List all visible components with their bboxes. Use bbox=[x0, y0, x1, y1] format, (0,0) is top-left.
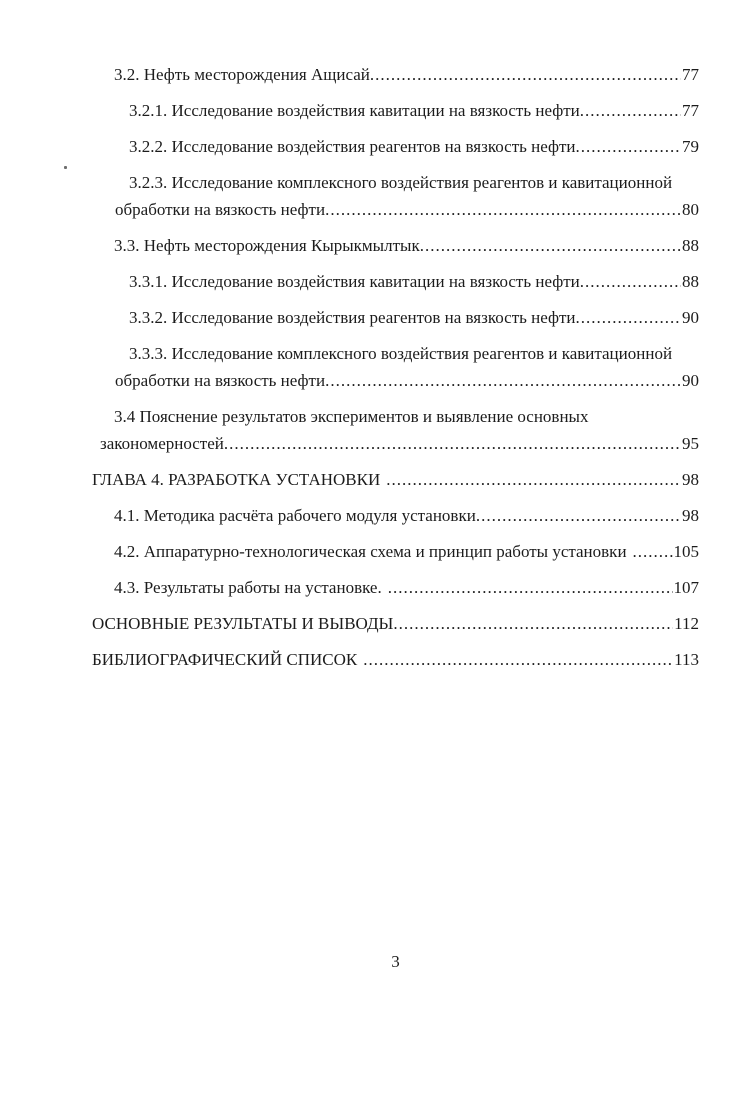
page-number: 3 bbox=[391, 952, 400, 971]
toc-page-number: 79 bbox=[682, 137, 699, 156]
dot-leader bbox=[580, 97, 681, 124]
dot-leader bbox=[627, 538, 673, 565]
toc-entry-text: ОСНОВНЫЕ РЕЗУЛЬТАТЫ И ВЫВОДЫ bbox=[92, 614, 394, 633]
toc-entry-text: ГЛАВА 4. РАЗРАБОТКА УСТАНОВКИ bbox=[92, 470, 381, 489]
toc-entry-bibliograficheskiy-spisok bbox=[92, 646, 733, 673]
toc-entry-3-2-3 bbox=[115, 169, 733, 223]
toc-entry-3-3-3 bbox=[115, 340, 733, 394]
toc-entry-3-2-1 bbox=[129, 97, 733, 124]
toc-entry-text-continuation: обработки на вязкость нефти bbox=[115, 200, 326, 219]
toc-page-number: 90 bbox=[682, 308, 699, 327]
toc-entry-text: 3.2.1. Исследование воздействия кавитации на вязкость нефти bbox=[129, 101, 580, 120]
dot-leader bbox=[380, 466, 681, 493]
toc-entry-3-2-2 bbox=[129, 133, 733, 160]
toc-entry-text: 3.3. Нефть месторождения Кырыкмылтык bbox=[114, 236, 420, 255]
toc-page-number: 105 bbox=[673, 542, 699, 561]
toc-entry-3-3-2 bbox=[129, 304, 733, 331]
toc-entry-text: 3.2.2. Исследование воздействия реагентов на вязкость нефти bbox=[129, 137, 576, 156]
toc-entry-glava-4 bbox=[92, 466, 733, 493]
toc-page-number: 88 bbox=[682, 236, 699, 255]
toc-page-number: 107 bbox=[673, 578, 699, 597]
toc-entry-osnovnye-rezultaty bbox=[92, 610, 733, 637]
scan-speck-artifact bbox=[64, 166, 67, 169]
toc-page-number: 88 bbox=[682, 272, 699, 291]
table-of-contents bbox=[0, 61, 733, 673]
toc-page-number: 95 bbox=[682, 434, 699, 453]
toc-entry-3-3 bbox=[114, 232, 733, 259]
dot-leader bbox=[393, 610, 673, 637]
dot-leader bbox=[224, 430, 681, 457]
toc-entry-text: 3.3.3. Исследование комплексного воздействия реагентов и кавитационной bbox=[129, 344, 673, 363]
toc-entry-text: БИБЛИОГРАФИЧЕСКИЙ СПИСОК bbox=[92, 650, 358, 669]
toc-entry-text: 4.1. Методика расчёта рабочего модуля установки bbox=[114, 506, 476, 525]
toc-entry-text: 3.4 Пояснение результатов экспериментов и выявление основных bbox=[114, 407, 589, 426]
dot-leader bbox=[476, 502, 681, 529]
toc-page-number: 98 bbox=[682, 470, 699, 489]
dot-leader bbox=[576, 304, 681, 331]
toc-entry-text: 3.3.1. Исследование воздействия кавитации на вязкость нефти bbox=[129, 272, 580, 291]
toc-page-number: 98 bbox=[682, 506, 699, 525]
toc-entry-4-1 bbox=[114, 502, 733, 529]
toc-page-number: 80 bbox=[682, 200, 699, 219]
toc-entry-text-continuation: обработки на вязкость нефти bbox=[115, 371, 326, 390]
toc-entry-4-3 bbox=[114, 574, 733, 601]
toc-entry-text: 3.2.3. Исследование комплексного воздействия реагентов и кавитационной bbox=[129, 173, 673, 192]
toc-entry-3-3-1 bbox=[129, 268, 733, 295]
toc-entry-text-continuation: закономерностей bbox=[100, 434, 224, 453]
toc-page-number: 77 bbox=[682, 101, 699, 120]
dot-leader bbox=[325, 367, 681, 394]
toc-entry-3-4 bbox=[100, 403, 733, 457]
toc-entry-text: 3.2. Нефть месторождения Ащисай bbox=[114, 65, 370, 84]
dot-leader bbox=[576, 133, 681, 160]
toc-page-number: 113 bbox=[674, 650, 699, 669]
dot-leader bbox=[370, 61, 681, 88]
toc-entry-text: 3.3.2. Исследование воздействия реагентов на вязкость нефти bbox=[129, 308, 576, 327]
toc-entry-text: 4.2. Аппаратурно-технологическая схема и принцип работы установки bbox=[114, 542, 627, 561]
dot-leader bbox=[420, 232, 681, 259]
toc-entry-4-2 bbox=[114, 538, 733, 565]
toc-entry-text: 4.3. Результаты работы на установке. bbox=[114, 578, 382, 597]
toc-entry-3-2 bbox=[114, 61, 733, 88]
dot-leader bbox=[325, 196, 681, 223]
toc-page-number: 112 bbox=[674, 614, 699, 633]
dot-leader bbox=[580, 268, 681, 295]
toc-page-number: 90 bbox=[682, 371, 699, 390]
dot-leader bbox=[357, 646, 673, 673]
toc-page-number: 77 bbox=[682, 65, 699, 84]
dot-leader bbox=[382, 574, 673, 601]
